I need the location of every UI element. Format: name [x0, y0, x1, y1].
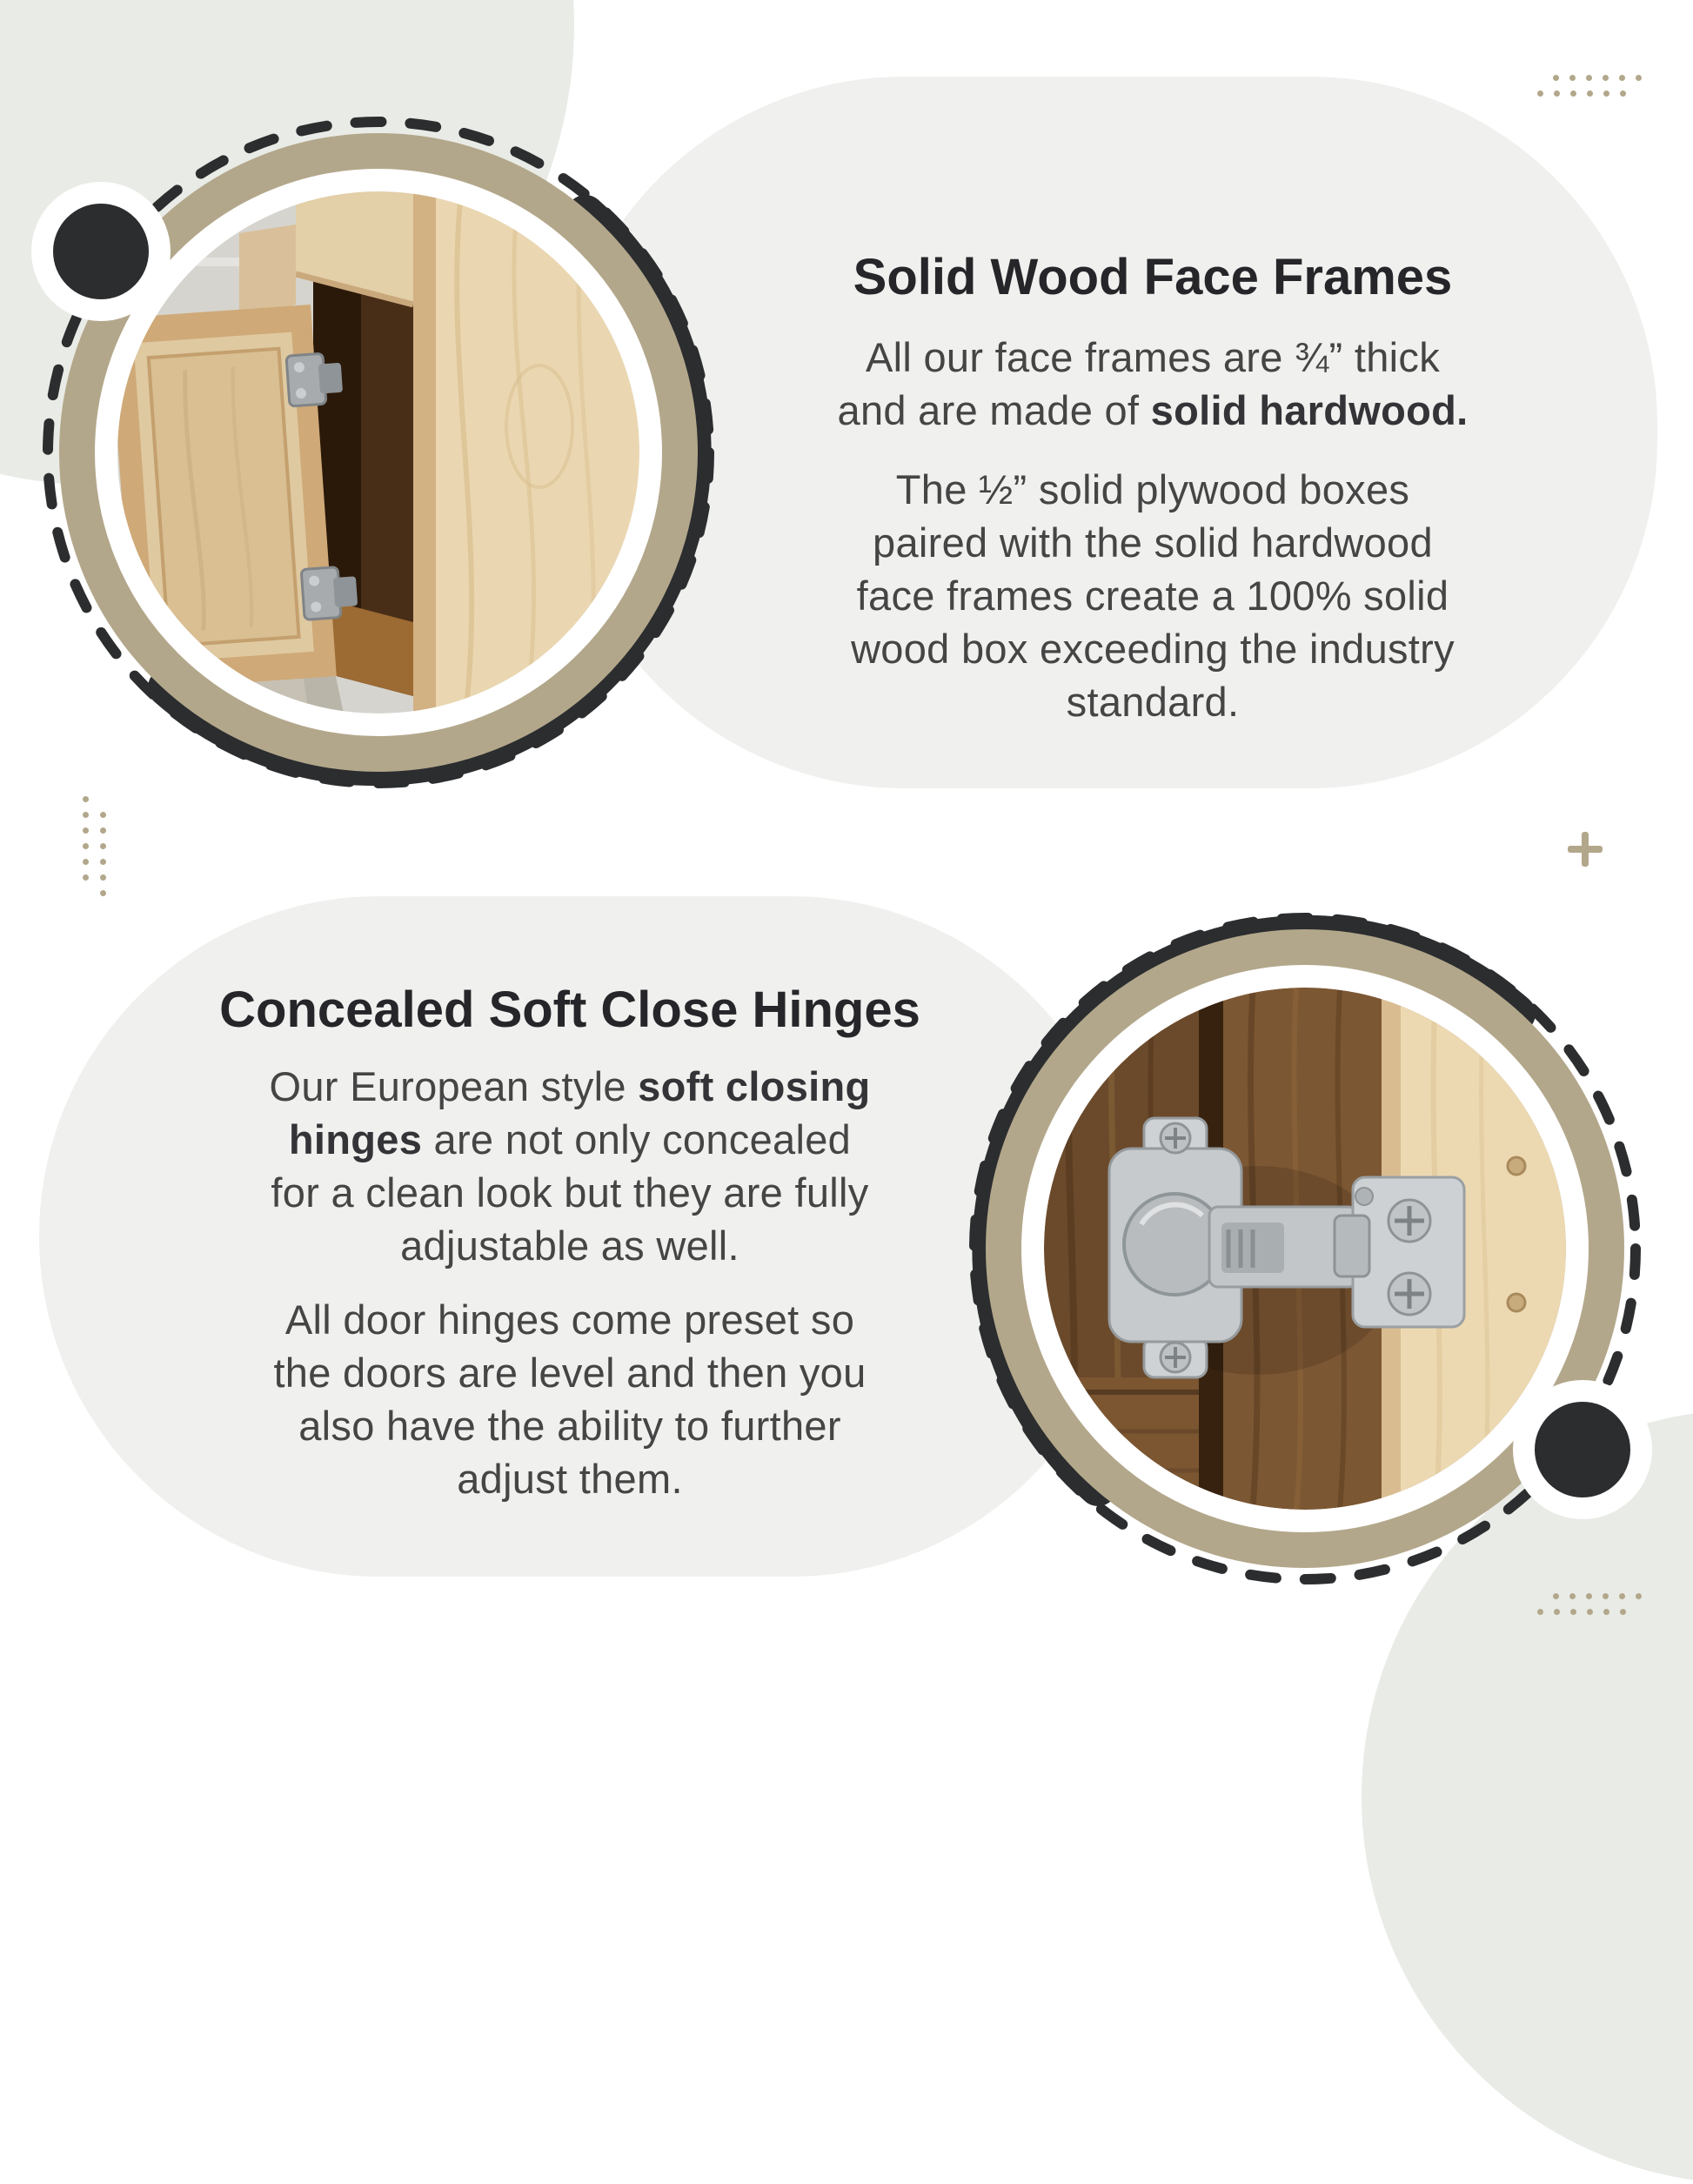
- dot: [1553, 75, 1559, 81]
- dot: [100, 812, 106, 818]
- section-face-frames: [748, 247, 1557, 728]
- photo-badge-cabinet: [30, 104, 726, 801]
- panel-edge-band: [413, 191, 436, 713]
- dot: [1636, 75, 1642, 81]
- section-title: Solid Wood Face Frames: [853, 249, 1453, 305]
- text-line: standard.: [1066, 679, 1240, 725]
- hinge-screw: [1355, 1188, 1373, 1205]
- dot: [83, 859, 89, 865]
- text-line: face frames create a 100% solid: [856, 573, 1449, 619]
- section-soft-close-hinges: [165, 980, 974, 1505]
- accent-dot-core: [53, 204, 149, 299]
- dot: [1537, 90, 1543, 97]
- plus-bar: [1582, 832, 1589, 867]
- accent-dot-top-left: [31, 182, 171, 321]
- dot: [1603, 90, 1609, 97]
- dot: [83, 874, 89, 881]
- text-line: The ½” solid plywood boxes: [895, 466, 1410, 513]
- dot-row: [1537, 90, 1642, 97]
- dot: [1537, 1609, 1543, 1615]
- text-line: also have the ability to further: [298, 1403, 841, 1449]
- hinge-photo: [1044, 988, 1566, 1510]
- dot: [100, 859, 106, 865]
- dot: [1570, 90, 1576, 97]
- plus-icon: [1568, 832, 1603, 867]
- hinge-link: [1335, 1216, 1369, 1276]
- dot: [1554, 1609, 1560, 1615]
- dot: [1569, 75, 1576, 81]
- dowel-hole: [1508, 1157, 1525, 1175]
- dot: [1603, 75, 1609, 81]
- section-title: Concealed Soft Close Hinges: [219, 981, 920, 1038]
- dot: [1620, 90, 1626, 97]
- text-line: adjustable as well.: [400, 1223, 739, 1269]
- dot: [1554, 90, 1560, 97]
- dot-column: [100, 812, 106, 896]
- dot: [1586, 75, 1592, 81]
- dot: [83, 812, 89, 818]
- text-line: hinges are not only concealed: [288, 1116, 852, 1162]
- text-line: for a clean look but they are fully: [271, 1169, 869, 1216]
- photo-badge-hinge: [957, 901, 1653, 1597]
- dot-grid-top-right-icon: [1537, 75, 1642, 106]
- text-line: wood box exceeding the industry: [851, 626, 1455, 672]
- dot: [83, 843, 89, 849]
- section-paragraph: [748, 331, 1557, 437]
- dot: [1587, 90, 1593, 97]
- dot: [100, 843, 106, 849]
- section-paragraph: [748, 463, 1557, 728]
- dot: [1620, 1609, 1626, 1615]
- dowel-hole: [1508, 1294, 1525, 1311]
- dot: [1587, 1609, 1593, 1615]
- dot: [1570, 1609, 1576, 1615]
- accent-dot-bottom-right: [1513, 1380, 1652, 1519]
- dot: [100, 874, 106, 881]
- dot-column: [83, 796, 89, 881]
- dot-grid-left-middle-icon: [83, 796, 117, 909]
- section-paragraph: [165, 1293, 974, 1505]
- text-line: All door hinges come preset so: [284, 1296, 855, 1343]
- text-line: the doors are level and then you: [273, 1350, 867, 1396]
- text-line: and are made of solid hardwood.: [837, 387, 1469, 433]
- dot: [1619, 75, 1625, 81]
- dot: [100, 827, 106, 834]
- door-panel: [149, 349, 299, 646]
- dot: [1603, 1609, 1609, 1615]
- dot-grid-bottom-right-icon: [1537, 1593, 1642, 1625]
- accent-dot-core: [1535, 1402, 1630, 1497]
- text-line: adjust them.: [457, 1456, 683, 1502]
- dot: [83, 827, 89, 834]
- text-line: All our face frames are ¾” thick: [865, 334, 1440, 380]
- dot-row: [1537, 1609, 1642, 1615]
- dot-row: [1553, 75, 1642, 81]
- section-paragraph: [165, 1060, 974, 1272]
- text-line: paired with the solid hardwood: [873, 519, 1433, 566]
- text-line: Our European style soft closing: [269, 1063, 871, 1109]
- dot: [100, 890, 106, 896]
